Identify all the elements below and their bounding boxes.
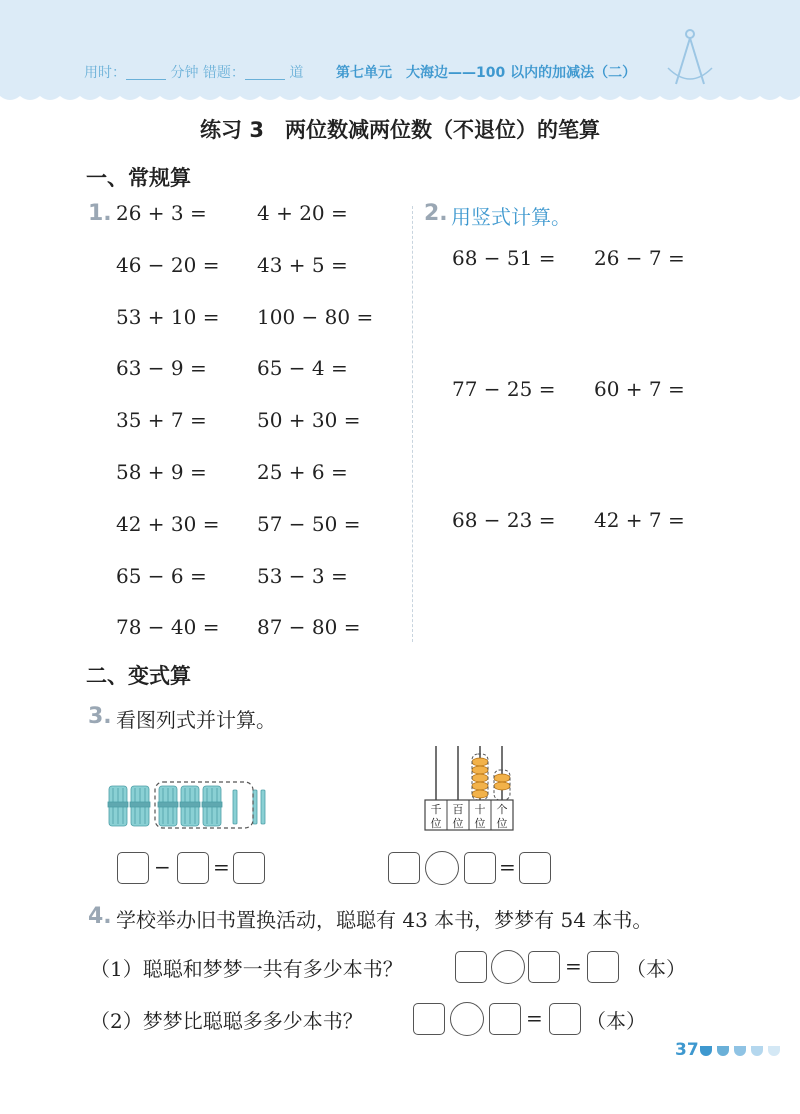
page-dot-icon <box>751 1046 763 1056</box>
page-dot-icon <box>734 1046 746 1056</box>
question-2-number: 2. <box>424 201 448 226</box>
stick-bundles-image <box>105 780 280 832</box>
oral-calc-item: 63 − 9 = <box>116 356 207 381</box>
section-variant-title: 二、变式算 <box>86 664 191 688</box>
section-routine-title: 一、常规算 <box>86 166 191 190</box>
question-4-number: 4. <box>88 904 112 929</box>
oral-calc-item: 100 − 80 = <box>257 304 374 329</box>
question-3-text: 看图列式并计算。 <box>116 708 276 732</box>
q3-sticks-box-2[interactable] <box>177 852 209 884</box>
compass-icon <box>660 28 720 88</box>
time-label: 用时： <box>84 65 126 81</box>
q3-equals-sign: = <box>213 855 230 879</box>
minute-label: 分钟 <box>170 65 199 81</box>
page-title: 练习 3 两位数减两位数（不退位）的笔算 <box>200 118 600 142</box>
q4p2-operator-circle[interactable] <box>450 1002 484 1036</box>
svg-text:百: 百 <box>452 803 464 816</box>
question-4-text: 学校举办旧书置换活动，聪聪有 43 本书，梦梦有 54 本书。 <box>116 908 653 932</box>
vertical-calc-6: 42 + 7 = <box>594 508 685 532</box>
oral-calc-item: 57 − 50 = <box>257 511 361 536</box>
svg-text:位: 位 <box>452 817 464 830</box>
q4p1-equals-sign: = <box>565 954 582 978</box>
q4p2-box-2[interactable] <box>489 1003 521 1035</box>
oral-calc-item: 25 + 6 = <box>257 460 348 484</box>
errors-blank[interactable] <box>245 67 285 80</box>
oral-calc-item: 42 + 30 = <box>116 511 220 536</box>
q3-abacus-equals-sign: = <box>499 855 516 879</box>
svg-text:位: 位 <box>474 817 486 830</box>
q3-abacus-result-box[interactable] <box>519 852 551 884</box>
svg-text:千: 千 <box>430 803 442 816</box>
column-divider <box>412 206 413 642</box>
oral-calc-item: 53 + 10 = <box>116 304 220 329</box>
vertical-calc-1: 68 − 51 = <box>452 246 556 270</box>
q4p1-result-box[interactable] <box>587 951 619 983</box>
q3-minus-sign: − <box>154 855 171 879</box>
question-2-text: 用竖式计算。 <box>451 205 571 229</box>
oral-calc-item: 35 + 7 = <box>116 408 207 433</box>
q4p2-box-1[interactable] <box>413 1003 445 1035</box>
q4p1-unit: （本） <box>626 957 686 981</box>
page-number: 37 <box>675 1040 699 1060</box>
q3-sticks-result-box[interactable] <box>233 852 265 884</box>
q4p2-result-box[interactable] <box>549 1003 581 1035</box>
oral-calc-item: 65 − 6 = <box>116 563 207 588</box>
q4p2-equals-sign: = <box>526 1006 543 1030</box>
q3-abacus-box-2[interactable] <box>464 852 496 884</box>
q3-sticks-box-1[interactable] <box>117 852 149 884</box>
oral-calc-item: 87 − 80 = <box>257 615 361 640</box>
time-error-record <box>84 62 303 82</box>
oral-calc-item: 46 − 20 = <box>116 252 220 277</box>
oral-calc-item: 26 + 3 = <box>116 201 207 225</box>
oral-calc-item: 78 − 40 = <box>116 615 220 640</box>
q3-abacus-operator-circle[interactable] <box>425 851 459 885</box>
q4p1-box-1[interactable] <box>455 951 487 983</box>
svg-text:个: 个 <box>496 803 508 816</box>
oral-calc-item: 65 − 4 = <box>257 356 348 381</box>
errors-label: 错题： <box>202 65 245 81</box>
oral-calc-item: 43 + 5 = <box>257 252 348 277</box>
q4p2-unit: （本） <box>586 1009 646 1033</box>
svg-text:位: 位 <box>430 817 442 830</box>
question-4-part-1: （1）聪聪和梦梦一共有多少本书？ <box>90 957 403 981</box>
q4p1-operator-circle[interactable] <box>491 950 525 984</box>
q4p1-box-2[interactable] <box>528 951 560 983</box>
svg-text:位: 位 <box>496 817 508 830</box>
time-blank[interactable] <box>126 67 166 80</box>
oral-calc-item: 4 + 20 = <box>257 201 348 225</box>
header-wave-decoration <box>0 90 800 106</box>
vertical-calc-5: 68 − 23 = <box>452 508 556 532</box>
item-label: 道 <box>289 65 304 81</box>
abacus-image <box>420 742 520 834</box>
question-4-part-2: （2）梦梦比聪聪多多少本书？ <box>90 1009 363 1033</box>
page-dot-icon <box>717 1046 729 1056</box>
unit-title: 第七单元 大海边——100 以内的加减法（二） <box>336 65 637 81</box>
question-3-number: 3. <box>88 704 112 729</box>
page-dot-icon <box>768 1046 780 1056</box>
vertical-calc-4: 60 + 7 = <box>594 377 685 401</box>
oral-calc-item: 58 + 9 = <box>116 460 207 484</box>
vertical-calc-3: 77 − 25 = <box>452 377 556 401</box>
q3-abacus-box-1[interactable] <box>388 852 420 884</box>
vertical-calc-2: 26 − 7 = <box>594 246 685 270</box>
page-dot-icon <box>700 1046 712 1056</box>
question-1-number: 1. <box>88 201 112 226</box>
oral-calc-item: 50 + 30 = <box>257 408 361 433</box>
oral-calc-item: 53 − 3 = <box>257 563 348 588</box>
svg-text:十: 十 <box>474 803 486 816</box>
